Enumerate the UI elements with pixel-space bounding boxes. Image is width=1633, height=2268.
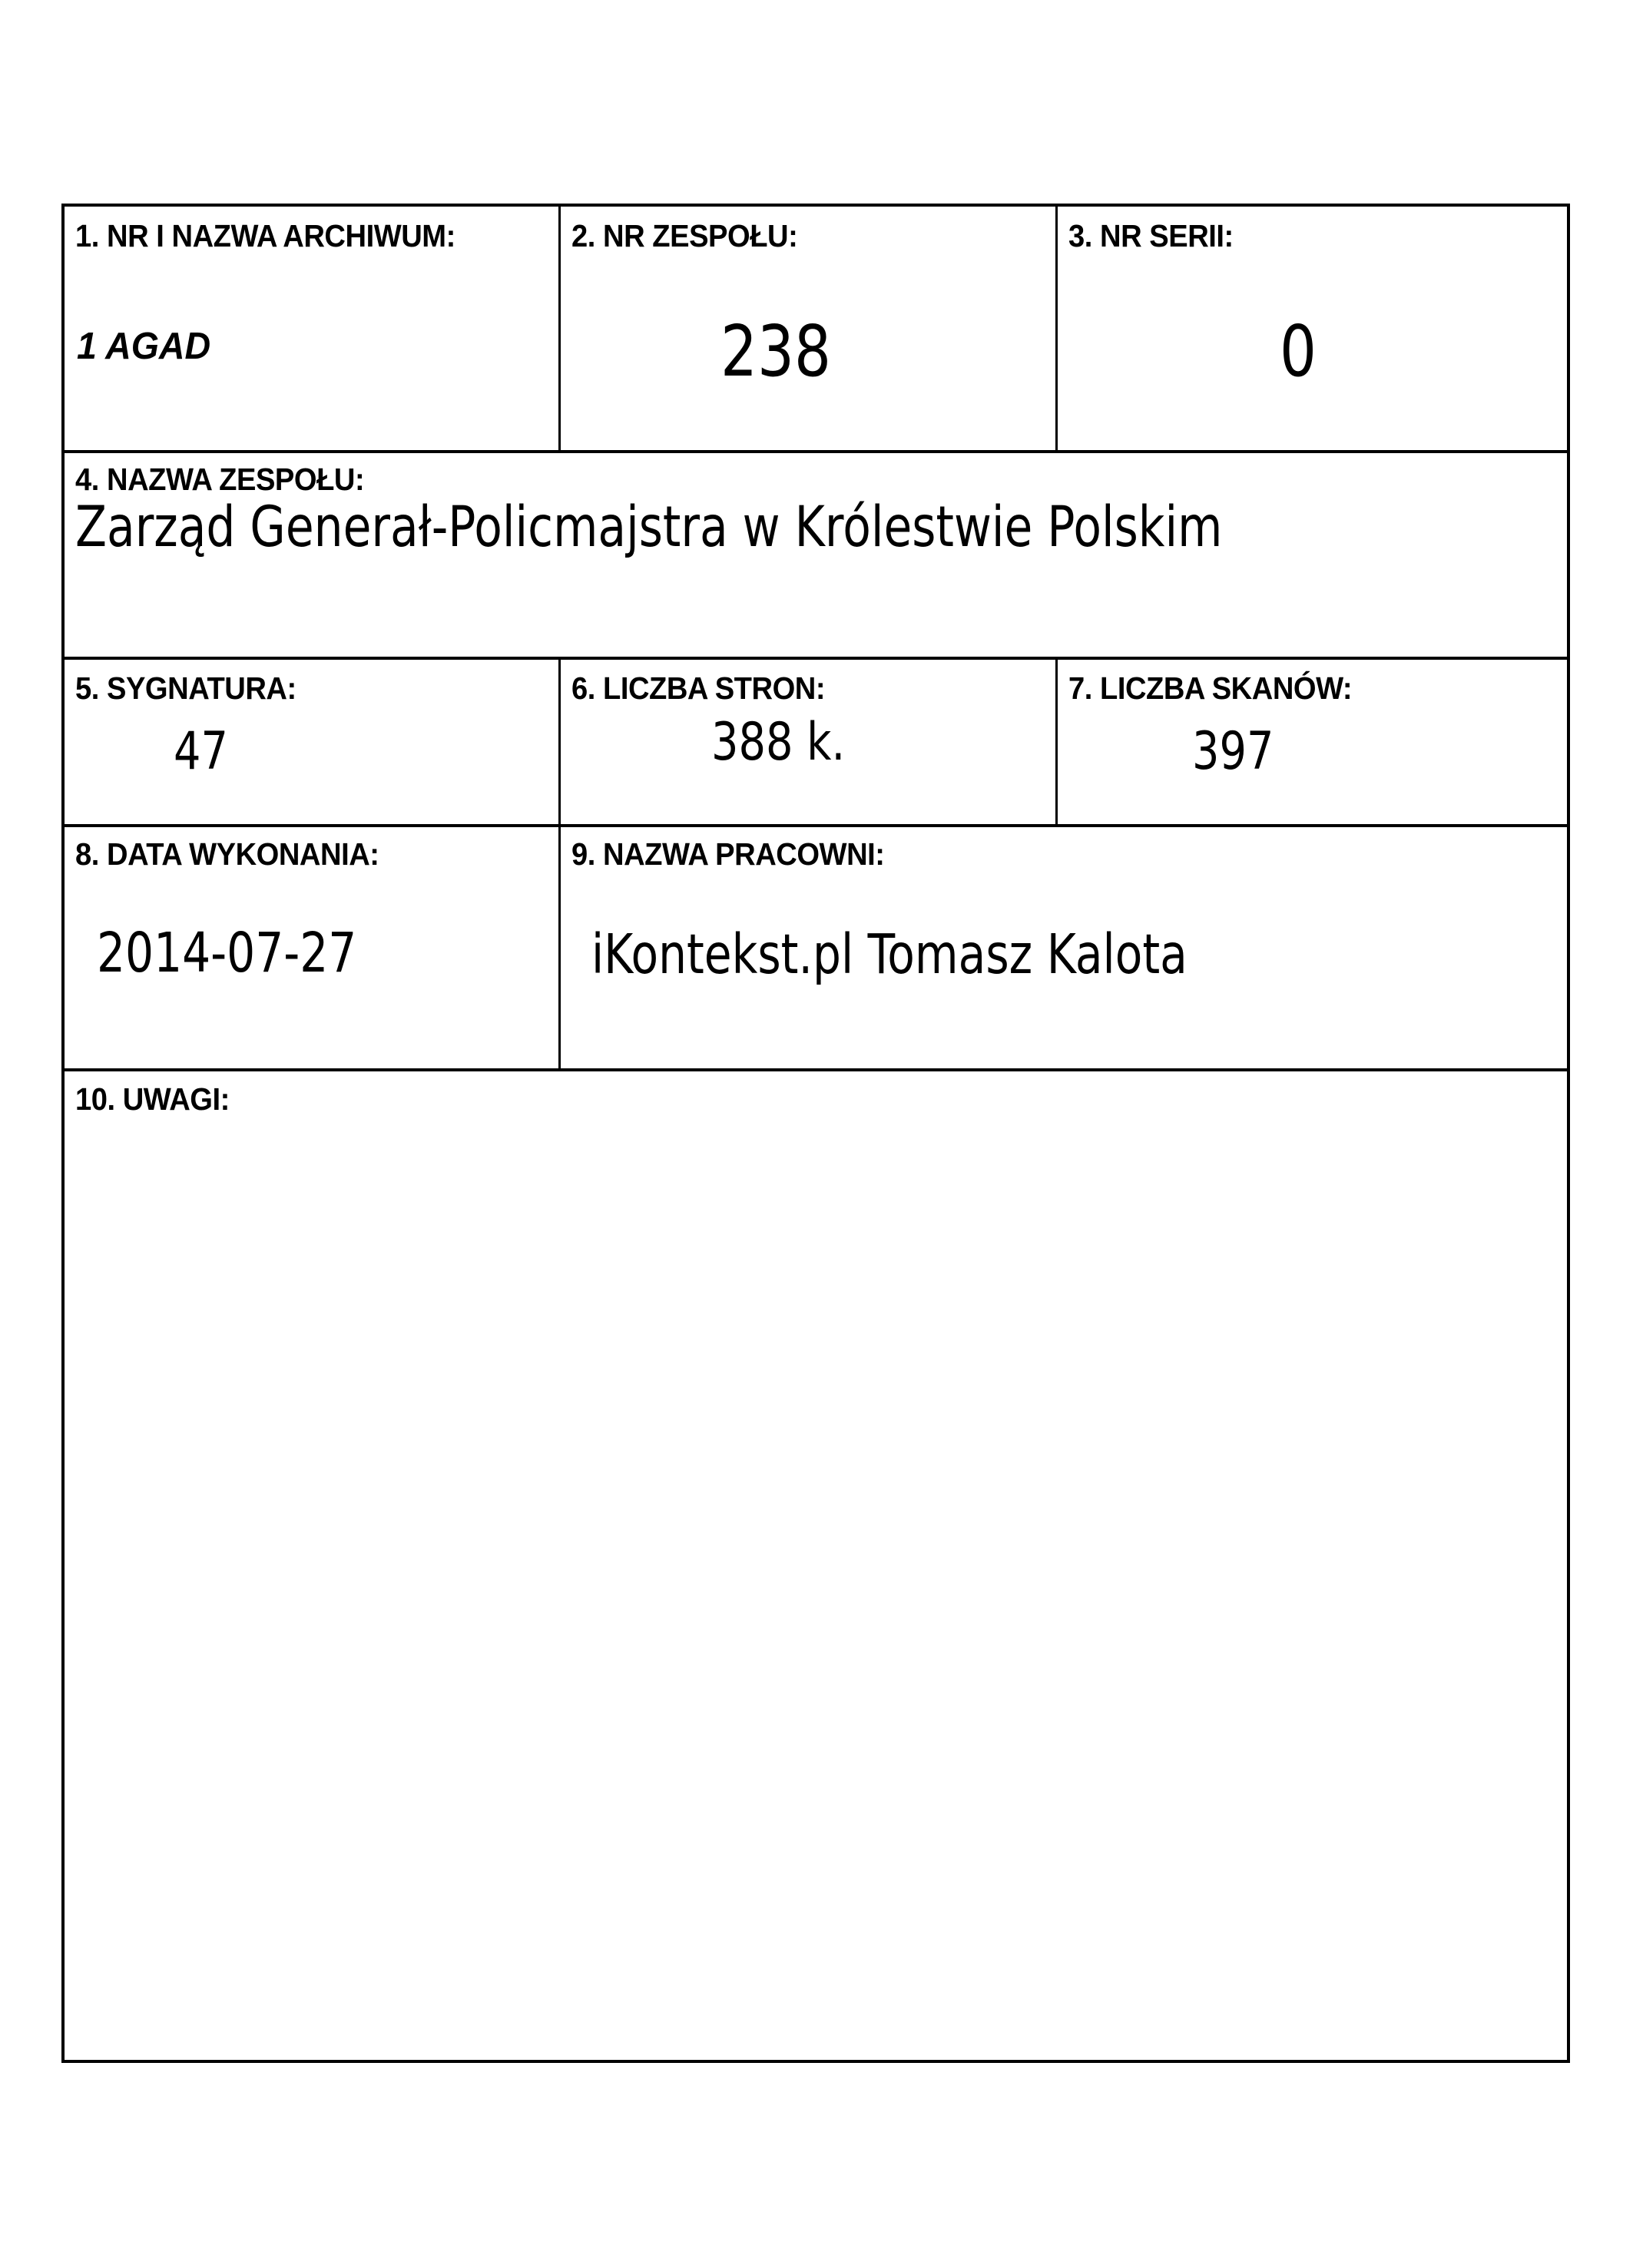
field-workshop-name	[561, 827, 1570, 1068]
field-workshop-name-value: iKontekst.pl Tomasz Kalota	[591, 922, 1187, 986]
metadata-form	[61, 204, 1570, 2063]
field-series-number-value: 0	[1280, 310, 1317, 392]
field-fonds-number	[561, 207, 1055, 452]
field-archive	[65, 207, 558, 452]
field-page-count	[561, 660, 1055, 826]
field-archive-value: 1 AGAD	[77, 326, 211, 367]
field-fonds-name	[65, 453, 1570, 657]
field-scan-count	[1058, 660, 1570, 826]
field-page-count-value: 388 k.	[711, 712, 846, 773]
field-page-count-label: 6. LICZBA STRON:	[571, 670, 826, 706]
field-execution-date-value: 2014-07-27	[97, 921, 357, 985]
field-signature	[65, 660, 558, 826]
field-fonds-name-value: Zarząd Generał-Policmajstra w Królestwie Polskim	[75, 495, 1223, 560]
field-fonds-name-label: 4. NAZWA ZESPOŁU:	[75, 462, 365, 497]
field-remarks	[65, 1071, 1570, 2063]
field-execution-date	[65, 827, 558, 1068]
field-workshop-name-label: 9. NAZWA PRACOWNI:	[571, 836, 885, 872]
field-fonds-number-label: 2. NR ZESPOŁU:	[571, 218, 798, 253]
field-execution-date-label: 8. DATA WYKONANIA:	[75, 836, 379, 872]
field-signature-value: 47	[174, 721, 228, 782]
field-scan-count-value: 397	[1192, 721, 1274, 782]
field-remarks-label: 10. UWAGI:	[75, 1081, 230, 1117]
field-series-number-label: 3. NR SERII:	[1068, 218, 1234, 253]
field-series-number	[1058, 207, 1570, 452]
field-scan-count-label: 7. LICZBA SKANÓW:	[1068, 670, 1353, 706]
field-fonds-number-value: 238	[720, 310, 831, 392]
field-signature-label: 5. SYGNATURA:	[75, 670, 296, 706]
field-archive-label: 1. NR I NAZWA ARCHIWUM:	[75, 218, 455, 253]
